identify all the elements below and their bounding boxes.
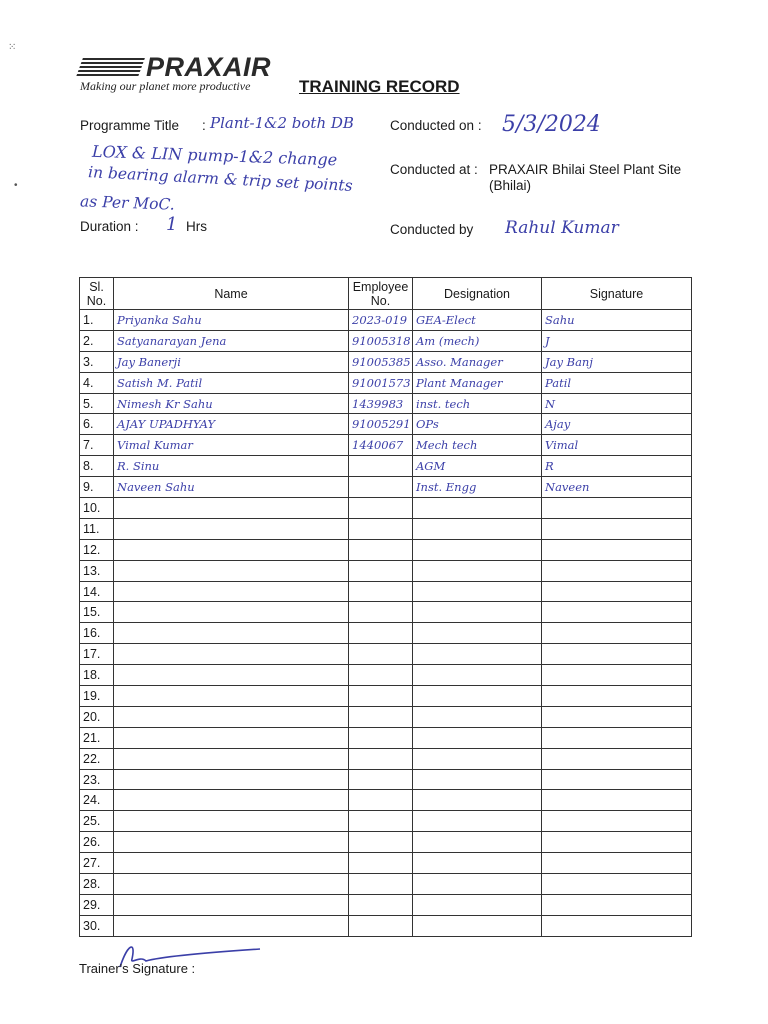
row-employee-no xyxy=(349,477,413,498)
row-designation xyxy=(413,727,542,748)
row-sl-no: 17. xyxy=(80,644,114,665)
row-name xyxy=(114,706,349,727)
table-row xyxy=(80,706,692,727)
row-signature xyxy=(542,706,692,727)
row-name: Priyanka Sahu xyxy=(114,310,349,331)
row-employee-no xyxy=(349,602,413,623)
row-employee-no xyxy=(349,748,413,769)
table-row xyxy=(80,874,692,895)
row-signature xyxy=(542,686,692,707)
col-header-signature: Signature xyxy=(542,278,692,310)
row-sl-no: 18. xyxy=(80,665,114,686)
row-name xyxy=(114,581,349,602)
row-signature xyxy=(542,644,692,665)
row-name xyxy=(114,518,349,539)
row-name: Satyanarayan Jena xyxy=(114,330,349,351)
row-designation xyxy=(413,644,542,665)
table-row xyxy=(80,853,692,874)
row-sl-no: 23. xyxy=(80,769,114,790)
conducted-by-label: Conducted by xyxy=(390,222,474,237)
logo-brand: PRAXAIR xyxy=(146,52,272,82)
row-employee-no xyxy=(349,456,413,477)
row-employee-no xyxy=(349,518,413,539)
row-designation: Inst. Engg xyxy=(413,477,542,498)
row-designation xyxy=(413,706,542,727)
row-signature xyxy=(542,894,692,915)
row-signature xyxy=(542,539,692,560)
table-row xyxy=(80,372,692,393)
row-designation xyxy=(413,518,542,539)
document-title: TRAINING RECORD xyxy=(299,77,460,96)
row-name xyxy=(114,853,349,874)
row-employee-no: 1439983 xyxy=(349,393,413,414)
programme-title-value: Plant-1&2 both DB xyxy=(210,114,354,132)
row-designation xyxy=(413,623,542,644)
row-name xyxy=(114,915,349,936)
table-row xyxy=(80,915,692,936)
row-designation xyxy=(413,832,542,853)
row-name xyxy=(114,665,349,686)
row-designation: GEA-Elect xyxy=(413,310,542,331)
row-signature xyxy=(542,790,692,811)
row-employee-no xyxy=(349,853,413,874)
row-signature: Patil xyxy=(542,372,692,393)
row-employee-no xyxy=(349,769,413,790)
table-row xyxy=(80,393,692,414)
table-row xyxy=(80,560,692,581)
conducted-at-label: Conducted at : xyxy=(390,162,478,177)
table-row xyxy=(80,894,692,915)
row-designation xyxy=(413,915,542,936)
row-sl-no: 4. xyxy=(80,372,114,393)
row-sl-no: 25. xyxy=(80,811,114,832)
row-designation: inst. tech xyxy=(413,393,542,414)
row-employee-no: 91005318 xyxy=(349,330,413,351)
row-employee-no xyxy=(349,790,413,811)
row-signature: Sahu xyxy=(542,310,692,331)
row-designation: Asso. Manager xyxy=(413,351,542,372)
row-sl-no: 22. xyxy=(80,748,114,769)
table-row xyxy=(80,351,692,372)
table-row xyxy=(80,477,692,498)
row-sl-no: 26. xyxy=(80,832,114,853)
logo-stripes-icon xyxy=(76,56,145,76)
table-row xyxy=(80,623,692,644)
row-employee-no xyxy=(349,832,413,853)
row-name xyxy=(114,602,349,623)
row-name xyxy=(114,874,349,895)
row-employee-no xyxy=(349,581,413,602)
row-sl-no: 5. xyxy=(80,393,114,414)
row-employee-no: 2023-019 xyxy=(349,310,413,331)
row-signature: R xyxy=(542,456,692,477)
table-body xyxy=(80,310,692,937)
row-employee-no xyxy=(349,915,413,936)
row-name: Satish M. Patil xyxy=(114,372,349,393)
row-name xyxy=(114,727,349,748)
row-name xyxy=(114,894,349,915)
row-employee-no xyxy=(349,644,413,665)
row-employee-no: 91005291 xyxy=(349,414,413,435)
row-designation: AGM xyxy=(413,456,542,477)
praxair-logo xyxy=(80,52,280,92)
row-signature: J xyxy=(542,330,692,351)
table-row xyxy=(80,498,692,519)
row-sl-no: 10. xyxy=(80,498,114,519)
row-employee-no xyxy=(349,665,413,686)
programme-title-colon: : xyxy=(202,118,206,133)
programme-title-line-3: as Per MoC. xyxy=(79,192,176,214)
row-signature xyxy=(542,602,692,623)
conducted-at-value-2: (Bhilai) xyxy=(489,178,532,193)
row-name xyxy=(114,811,349,832)
logo-tagline: Making our planet more productive xyxy=(80,79,251,93)
row-employee-no xyxy=(349,498,413,519)
row-employee-no xyxy=(349,811,413,832)
row-signature xyxy=(542,581,692,602)
row-designation xyxy=(413,539,542,560)
row-name: R. Sinu xyxy=(114,456,349,477)
row-sl-no: 19. xyxy=(80,686,114,707)
table-row xyxy=(80,518,692,539)
col-header-sl-no: Sl. No. xyxy=(80,278,114,310)
row-sl-no: 16. xyxy=(80,623,114,644)
row-designation xyxy=(413,790,542,811)
row-name xyxy=(114,686,349,707)
conducted-on-label: Conducted on : xyxy=(390,118,482,133)
row-name: Nimesh Kr Sahu xyxy=(114,393,349,414)
table-row xyxy=(80,769,692,790)
programme-title-line-1: LOX & LIN pump-1&2 change xyxy=(91,141,338,170)
row-signature xyxy=(542,498,692,519)
duration-value: 1 xyxy=(166,214,178,235)
row-designation: Mech tech xyxy=(413,435,542,456)
row-employee-no xyxy=(349,686,413,707)
row-signature: Vimal xyxy=(542,435,692,456)
table-row xyxy=(80,665,692,686)
scan-speck: ⁙ xyxy=(8,42,17,53)
row-designation: OPs xyxy=(413,414,542,435)
table-row xyxy=(80,727,692,748)
table-row xyxy=(80,581,692,602)
conducted-on-value: 5/3/2024 xyxy=(502,112,601,137)
trainer-signature-label: Trainer's Signature : xyxy=(79,961,196,976)
row-employee-no xyxy=(349,623,413,644)
row-sl-no: 14. xyxy=(80,581,114,602)
attendance-table-wrap xyxy=(79,277,691,937)
row-designation xyxy=(413,853,542,874)
row-name xyxy=(114,498,349,519)
row-sl-no: 8. xyxy=(80,456,114,477)
row-sl-no: 27. xyxy=(80,853,114,874)
row-signature xyxy=(542,748,692,769)
row-signature xyxy=(542,665,692,686)
row-name xyxy=(114,560,349,581)
col-header-designation: Designation xyxy=(413,278,542,310)
table-row xyxy=(80,686,692,707)
row-employee-no xyxy=(349,706,413,727)
programme-title-label: Programme Title xyxy=(80,118,180,133)
row-employee-no xyxy=(349,560,413,581)
row-signature xyxy=(542,915,692,936)
row-employee-no xyxy=(349,727,413,748)
row-employee-no xyxy=(349,874,413,895)
row-name: Jay Banerji xyxy=(114,351,349,372)
row-designation xyxy=(413,560,542,581)
row-designation xyxy=(413,748,542,769)
row-name xyxy=(114,832,349,853)
row-name xyxy=(114,644,349,665)
row-sl-no: 6. xyxy=(80,414,114,435)
row-employee-no xyxy=(349,539,413,560)
row-signature xyxy=(542,874,692,895)
table-row xyxy=(80,790,692,811)
table-row xyxy=(80,414,692,435)
row-signature xyxy=(542,811,692,832)
col-header-name: Name xyxy=(114,278,349,310)
row-designation xyxy=(413,769,542,790)
row-designation: Am (mech) xyxy=(413,330,542,351)
row-signature xyxy=(542,769,692,790)
table-row xyxy=(80,539,692,560)
row-employee-no: 1440067 xyxy=(349,435,413,456)
row-signature: Jay Banj xyxy=(542,351,692,372)
duration-unit: Hrs xyxy=(186,219,207,234)
row-designation xyxy=(413,498,542,519)
conducted-by-value: Rahul Kumar xyxy=(505,218,619,238)
row-sl-no: 3. xyxy=(80,351,114,372)
programme-title-line-2: in bearing alarm & trip set points xyxy=(87,163,354,195)
row-sl-no: 15. xyxy=(80,602,114,623)
row-employee-no xyxy=(349,894,413,915)
row-employee-no: 91001573 xyxy=(349,372,413,393)
row-sl-no: 24. xyxy=(80,790,114,811)
row-name xyxy=(114,623,349,644)
table-row xyxy=(80,330,692,351)
row-sl-no: 28. xyxy=(80,874,114,895)
row-employee-no: 91005385 xyxy=(349,351,413,372)
row-designation xyxy=(413,665,542,686)
row-name: Naveen Sahu xyxy=(114,477,349,498)
row-name xyxy=(114,790,349,811)
row-sl-no: 20. xyxy=(80,706,114,727)
table-row xyxy=(80,602,692,623)
table-row xyxy=(80,644,692,665)
scan-speck: • xyxy=(14,180,18,191)
row-signature xyxy=(542,518,692,539)
row-designation xyxy=(413,874,542,895)
row-sl-no: 30. xyxy=(80,915,114,936)
row-name xyxy=(114,748,349,769)
row-name: AJAY UPADHYAY xyxy=(114,414,349,435)
row-sl-no: 2. xyxy=(80,330,114,351)
table-header-row xyxy=(80,278,692,310)
row-signature xyxy=(542,727,692,748)
row-designation xyxy=(413,894,542,915)
table-row xyxy=(80,748,692,769)
row-signature xyxy=(542,560,692,581)
conducted-at-value: PRAXAIR Bhilai Steel Plant Site xyxy=(489,162,682,177)
table-row xyxy=(80,811,692,832)
row-sl-no: 11. xyxy=(80,518,114,539)
row-signature: N xyxy=(542,393,692,414)
table-row xyxy=(80,456,692,477)
row-designation xyxy=(413,581,542,602)
row-signature: Naveen xyxy=(542,477,692,498)
row-name: Vimal Kumar xyxy=(114,435,349,456)
row-designation xyxy=(413,811,542,832)
row-sl-no: 12. xyxy=(80,539,114,560)
row-sl-no: 1. xyxy=(80,310,114,331)
attendance-table xyxy=(79,277,692,937)
row-sl-no: 21. xyxy=(80,727,114,748)
row-designation xyxy=(413,686,542,707)
row-sl-no: 29. xyxy=(80,894,114,915)
row-signature: Ajay xyxy=(542,414,692,435)
table-row xyxy=(80,435,692,456)
row-sl-no: 9. xyxy=(80,477,114,498)
row-signature xyxy=(542,853,692,874)
row-sl-no: 7. xyxy=(80,435,114,456)
row-signature xyxy=(542,623,692,644)
row-name xyxy=(114,769,349,790)
row-name xyxy=(114,539,349,560)
row-designation: Plant Manager xyxy=(413,372,542,393)
row-sl-no: 13. xyxy=(80,560,114,581)
row-signature xyxy=(542,832,692,853)
table-row xyxy=(80,310,692,331)
duration-label: Duration : xyxy=(80,219,139,234)
row-designation xyxy=(413,602,542,623)
col-header-employee-no: Employee No. xyxy=(349,278,413,310)
table-row xyxy=(80,832,692,853)
